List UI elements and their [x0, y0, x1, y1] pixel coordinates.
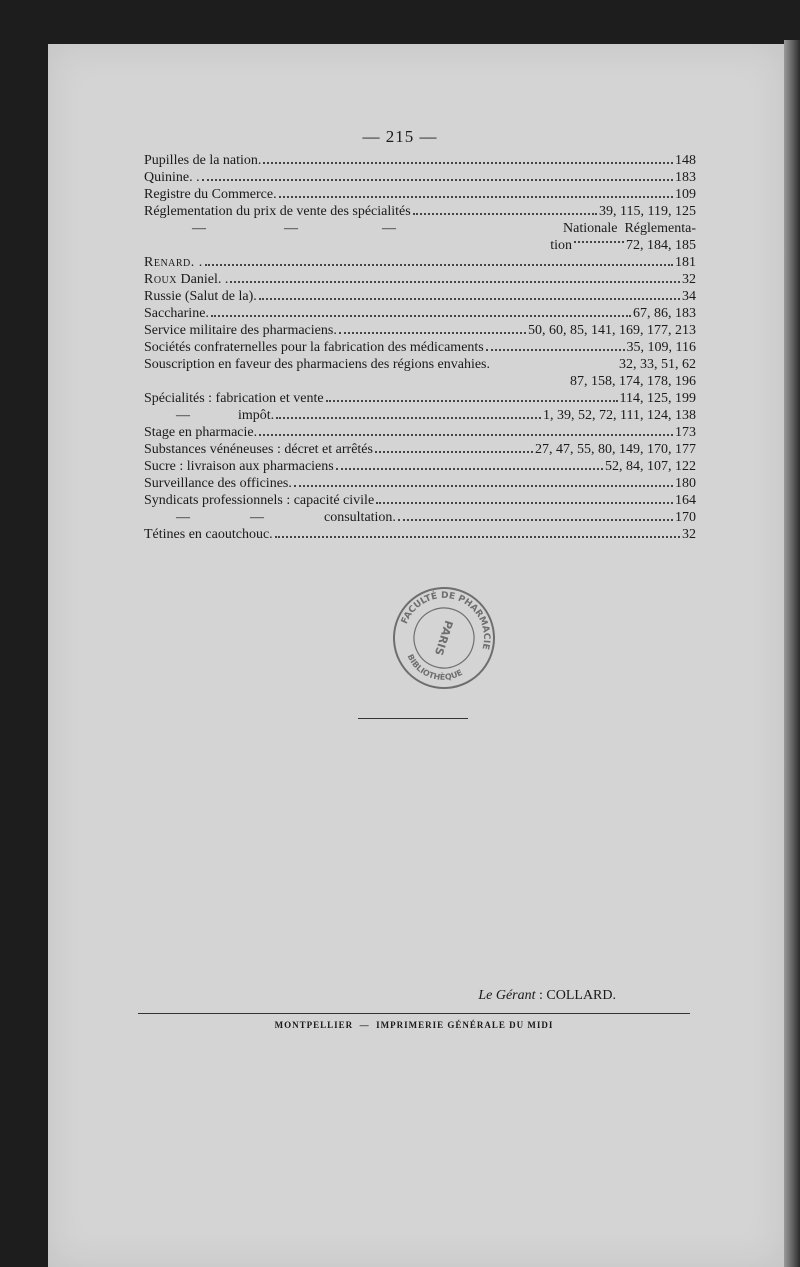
index-entry — [144, 339, 696, 356]
printer-imprint: MONTPELLIER — IMPRIMERIE GÉNÉRALE DU MIDI — [274, 1020, 554, 1030]
entry-label — [144, 509, 396, 526]
dot-leader — [486, 345, 625, 351]
index-entry — [144, 441, 696, 458]
entry-pages: 32, 33, 51, 62 — [619, 357, 696, 372]
entry-label-surname: Roux — [144, 272, 178, 287]
dot-leader — [263, 158, 673, 164]
dot-leader — [279, 192, 673, 198]
index-entry — [144, 475, 696, 492]
dot-leader — [413, 209, 597, 215]
stamp-bottom-text: BIBLIOTHÈQUE — [405, 652, 465, 682]
dot-leader — [230, 277, 680, 283]
index-entry — [144, 288, 696, 305]
index-entry — [144, 271, 696, 288]
index-entry — [144, 152, 696, 169]
gerant-name: : COLLARD. — [539, 988, 616, 1003]
entry-label — [144, 407, 274, 424]
footer-rule — [138, 1013, 690, 1014]
index-entry — [144, 509, 696, 526]
dot-leader — [339, 328, 526, 334]
entry-pages: 27, 47, 55, 80, 149, 170, 177 — [535, 442, 696, 457]
entry-label: Renard. . — [144, 255, 203, 270]
entry-pages: 114, 125, 199 — [619, 391, 696, 406]
dot-leader — [398, 515, 673, 521]
gerant-prefix: Le Gérant — [478, 988, 536, 1003]
index-entry — [144, 424, 696, 441]
dot-leader — [202, 175, 673, 181]
entry-pages: 170 — [675, 510, 696, 525]
index-entry — [144, 492, 696, 509]
entry-continuation: tion — [550, 238, 572, 253]
entry-pages: 180 — [675, 476, 696, 491]
entry-label: Russie (Salut de la). — [144, 289, 257, 304]
entry-continuation: Nationale Réglementa- — [563, 221, 696, 236]
entry-pages: 50, 60, 85, 141, 169, 177, 213 — [528, 323, 696, 338]
entry-pages: 34 — [682, 289, 696, 304]
entry-pages: 109 — [675, 187, 696, 202]
entry-label: Stage en pharmacie. — [144, 425, 258, 440]
entry-label: Quinine. . — [144, 170, 200, 185]
entry-pages: 164 — [675, 493, 696, 508]
entry-pages: 183 — [675, 170, 696, 185]
svg-text:BIBLIOTHÈQUE — [401, 651, 466, 690]
ditto-row — [144, 220, 696, 237]
entry-sublabel: impôt. — [238, 408, 275, 423]
dot-leader — [375, 447, 533, 453]
dot-leader — [294, 481, 673, 487]
index-entry — [144, 254, 696, 271]
dot-leader — [574, 237, 624, 243]
entry-label: Spécialités : fabrication et vente — [144, 391, 324, 406]
separator-rule — [358, 718, 468, 719]
entry-pages: 72, 184, 185 — [626, 238, 696, 253]
index-entry — [144, 186, 696, 203]
index-entry — [144, 458, 696, 475]
entry-label: Réglementation du prix de vente des spécialités — [144, 204, 411, 219]
page-edge — [784, 40, 800, 1267]
dot-leader — [259, 294, 680, 300]
dot-leader — [275, 532, 680, 538]
entry-label-rest: Daniel. . — [177, 272, 229, 287]
entry-pages: 173 — [675, 425, 696, 440]
entry-pages: 32 — [682, 527, 696, 542]
index-entry — [144, 203, 696, 220]
ditto-mark: — — [250, 510, 264, 525]
entry-label: Tétines en caoutchouc. — [144, 527, 273, 542]
entry-pages: 1, 39, 52, 72, 111, 124, 138 — [543, 408, 696, 423]
entry-pages: 148 — [675, 153, 696, 168]
entry-label: Service militaire des pharmaciens. — [144, 323, 337, 338]
entry-pages: 32 — [682, 272, 696, 287]
stamp-center-text: PARIS — [431, 618, 456, 658]
stamp-ring-text: FACULTÉ DE PHARMACIE — [399, 590, 492, 651]
page-number: — 215 — — [362, 127, 438, 146]
entry-pages-continuation: 87, 158, 174, 178, 196 — [570, 374, 696, 389]
entry-label — [144, 271, 228, 288]
index-entry — [144, 526, 696, 543]
entry-label: Substances vénéneuses : décret et arrêtés — [144, 442, 373, 457]
dot-leader — [376, 498, 673, 504]
index-entry — [144, 305, 696, 322]
dot-leader — [205, 260, 673, 266]
entry-pages: 39, 115, 119, 125 — [599, 204, 696, 219]
index-entry — [144, 169, 696, 186]
dot-leader — [336, 464, 603, 470]
ditto-mark: — — [284, 221, 298, 236]
entry-label: Pupilles de la nation. — [144, 153, 262, 168]
entry-label: Syndicats professionnels : capacité civile — [144, 493, 375, 508]
ditto-mark: — — [192, 221, 206, 236]
entry-pages: 35, 109, 116 — [626, 340, 696, 355]
dot-leader — [276, 413, 541, 419]
index-entry-continuation — [144, 237, 696, 254]
entry-label: Souscription en faveur des pharmaciens des régions envahies. — [144, 357, 491, 372]
ditto-mark: — — [382, 221, 396, 236]
index-entry — [144, 356, 696, 373]
entry-label: Sucre : livraison aux pharmaciens — [144, 459, 334, 474]
entry-label: Surveillance des officines. — [144, 476, 292, 491]
entry-label: Sociétés confraternelles pour la fabrication des médicaments — [144, 340, 484, 355]
entry-label: Saccharine. — [144, 306, 209, 321]
ditto-mark: — — [176, 408, 190, 423]
entry-pages: 181 — [675, 255, 696, 270]
entry-sublabel: consultation. — [324, 510, 396, 525]
entry-label: Registre du Commerce. — [144, 187, 277, 202]
dot-leader — [326, 396, 618, 402]
gerant-signature — [478, 988, 616, 1004]
index-entry — [144, 390, 696, 407]
dot-leader — [211, 311, 631, 317]
index-entry — [144, 407, 696, 424]
ditto-mark: — — [176, 510, 190, 525]
library-stamp — [390, 584, 498, 692]
index-entry — [144, 322, 696, 339]
dot-leader — [259, 430, 673, 436]
entry-pages: 52, 84, 107, 122 — [605, 459, 696, 474]
index-list — [144, 152, 696, 543]
entry-pages: 67, 86, 183 — [633, 306, 696, 321]
